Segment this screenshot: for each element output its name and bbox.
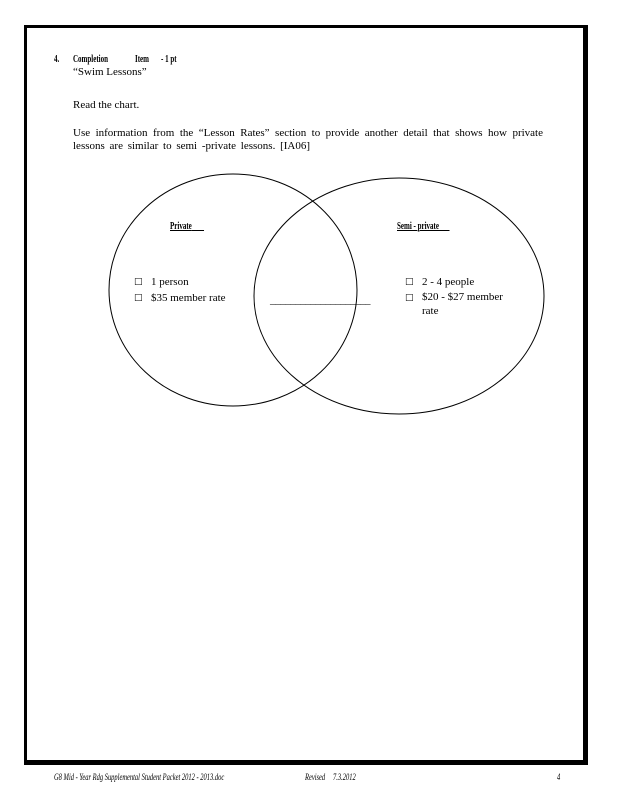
item-type: Completion bbox=[73, 54, 108, 65]
venn-left-circle bbox=[109, 174, 357, 406]
venn-right-item: $20 - $27 member bbox=[422, 291, 503, 303]
venn-left-title: Private bbox=[170, 221, 192, 232]
bullet-icon: □ bbox=[134, 293, 143, 303]
read-instruction: Read the chart. bbox=[73, 99, 140, 111]
footer-page-number: 4 bbox=[557, 772, 561, 782]
footer-revised-label: Revised bbox=[305, 772, 326, 782]
item-points: - 1 pt bbox=[161, 54, 177, 65]
venn-right-item: rate bbox=[422, 305, 439, 317]
venn-right-title: Semi - private bbox=[397, 221, 439, 232]
venn-right-item: 2 - 4 people bbox=[422, 276, 475, 288]
bullet-icon: □ bbox=[405, 277, 414, 287]
answer-blank[interactable]: ____________________ bbox=[270, 294, 370, 306]
bullet-icon: □ bbox=[134, 277, 143, 287]
item-number: 4. bbox=[54, 54, 60, 65]
venn-left-item: 1 person bbox=[151, 276, 189, 288]
footer-revised-date: 7.3.2012 bbox=[333, 772, 356, 782]
task-instruction: Use information from the “Lesson Rates” section to provide another detail that shows how private lessons are similar to semi -private lessons. [IA06] bbox=[73, 127, 543, 152]
footer-document-name: G8 Mid - Year Rdg Supplemental Student Packet 2012 - 2013.doc bbox=[54, 772, 225, 782]
item-label: Item bbox=[135, 54, 149, 65]
venn-left-item: $35 member rate bbox=[151, 292, 226, 304]
bullet-icon: □ bbox=[405, 293, 414, 303]
passage-title: “Swim Lessons” bbox=[73, 66, 147, 78]
